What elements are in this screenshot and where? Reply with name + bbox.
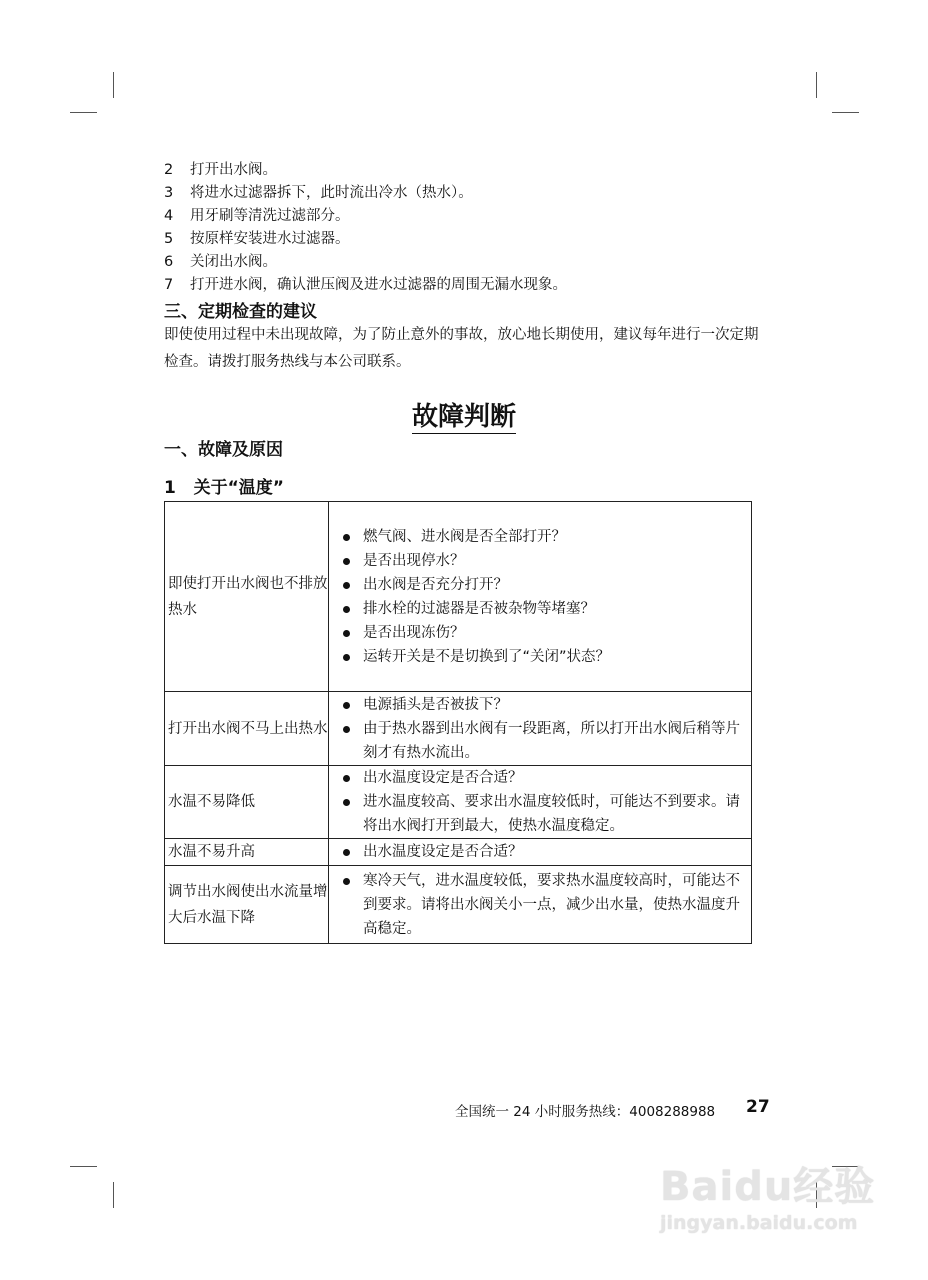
causes-list [341, 693, 751, 765]
crop-mark [113, 72, 114, 98]
cause-item: 是否出现冻伤？ [341, 621, 751, 645]
step-text: 用牙刷等清洗过滤部分。 [190, 208, 350, 224]
step-text: 将进水过滤器拆下，此时流出冷水（热水）。 [190, 185, 473, 201]
page-title [0, 396, 928, 433]
crop-mark [113, 1182, 114, 1208]
cause-item: 出水温度设定是否合适？ [341, 766, 751, 790]
cause-item: 是否出现停水？ [341, 549, 751, 573]
step-item [164, 182, 473, 205]
causes-cell [329, 866, 752, 944]
step-item [164, 274, 567, 297]
step-number: 5 [164, 231, 174, 247]
causes-list [341, 840, 751, 864]
cause-item: 运转开关是不是切换到了“关闭”状态？ [341, 645, 751, 669]
hotline-footer: 全国统一 24 小时服务热线：4008288988 [455, 1104, 716, 1120]
problem-cell: 打开出水阀不马上出热水 [165, 692, 329, 766]
table-row [165, 839, 752, 866]
watermark-url: jingyan.baidu.com [660, 1212, 858, 1234]
subheading-faults: 一、故障及原因 [164, 440, 283, 460]
cause-item: 寒冷天气，进水温度较低，要求热水温度较高时，可能达不到要求。请将出水阀关小一点，减少出水量，使热水温度升高稳定。 [341, 869, 751, 941]
watermark-logo: Baidu经验 [660, 1164, 876, 1210]
step-text: 打开进水阀，确认泄压阀及进水过滤器的周围无漏水现象。 [190, 277, 567, 293]
problem-cell: 即使打开出水阀也不排放热水 [165, 502, 329, 692]
step-item [164, 159, 277, 182]
page-number: 27 [746, 1097, 770, 1117]
troubleshooting-table [164, 501, 752, 944]
step-number: 4 [164, 208, 174, 224]
crop-mark [832, 112, 859, 113]
table-row [165, 692, 752, 766]
step-item [164, 205, 350, 228]
crop-mark [70, 112, 97, 113]
cause-item: 出水温度设定是否合适？ [341, 840, 751, 864]
step-item [164, 251, 277, 274]
crop-mark [816, 72, 817, 98]
table-row [165, 866, 752, 944]
page-title-text: 故障判断 [411, 402, 516, 432]
step-number: 7 [164, 277, 174, 293]
step-text: 关闭出水阀。 [190, 254, 277, 270]
problem-cell: 水温不易降低 [165, 766, 329, 839]
crop-mark [70, 1166, 97, 1167]
problem-cell: 调节出水阀使出水流量增大后水温下降 [165, 866, 329, 944]
causes-list [341, 869, 751, 941]
step-item [164, 228, 350, 251]
step-number: 2 [164, 162, 174, 178]
cause-item: 由于热水器到出水阀有一段距离，所以打开出水阀后稍等片刻才有热水流出。 [341, 717, 751, 765]
cause-item: 排水栓的过滤器是否被杂物等堵塞？ [341, 597, 751, 621]
cause-item: 进水温度较高、要求出水温度较低时，可能达不到要求。请将出水阀打开到最大，使热水温度稳定。 [341, 790, 751, 838]
table-row [165, 766, 752, 839]
step-number: 6 [164, 254, 174, 270]
step-text: 打开出水阀。 [190, 162, 277, 178]
cause-item: 电源插头是否被拔下？ [341, 693, 751, 717]
causes-list [341, 525, 751, 669]
step-text: 按原样安装进水过滤器。 [190, 231, 350, 247]
step-number: 3 [164, 185, 174, 201]
causes-cell [329, 766, 752, 839]
causes-list [341, 766, 751, 838]
baidu-watermark [660, 1155, 875, 1234]
section-heading-periodic-check: 三、定期检查的建议 [164, 302, 317, 322]
cause-item: 燃气阀、进水阀是否全部打开？ [341, 525, 751, 549]
causes-cell [329, 839, 752, 866]
causes-cell [329, 692, 752, 766]
table-row [165, 502, 752, 692]
section-paragraph: 即使使用过程中未出现故障，为了防止意外的事故，放心地长期使用，建议每年进行一次定期检查。请拨打服务热线与本公司联系。 [164, 327, 759, 370]
causes-cell [329, 502, 752, 692]
problem-cell: 水温不易升高 [165, 839, 329, 866]
subsection-temperature: 1 关于“温度” [164, 478, 284, 498]
cause-item: 出水阀是否充分打开？ [341, 573, 751, 597]
